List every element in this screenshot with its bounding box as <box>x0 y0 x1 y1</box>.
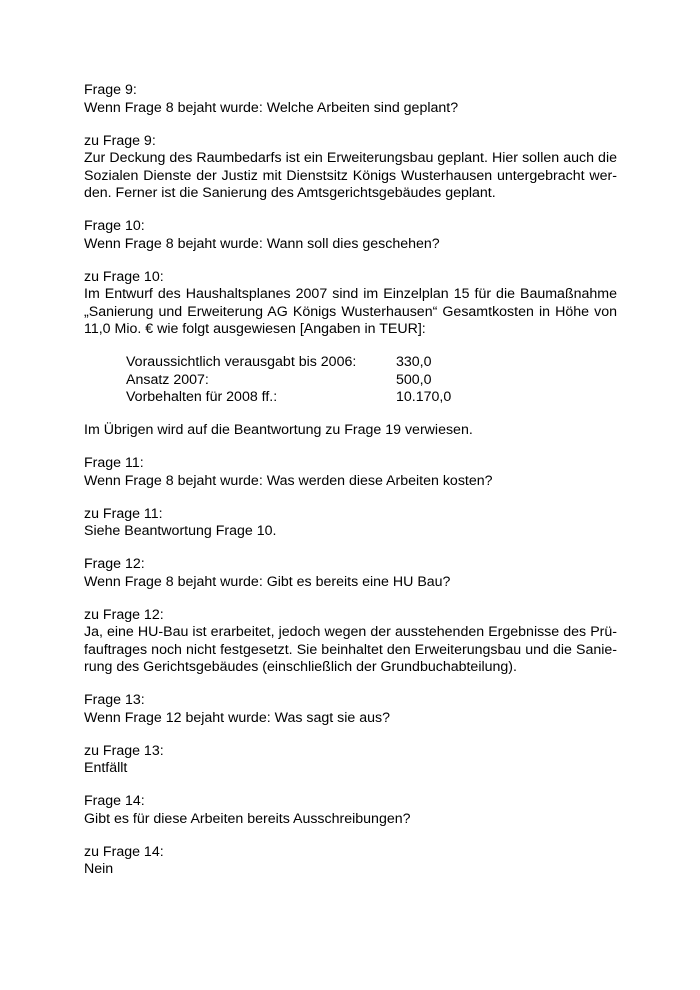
answer-text <box>84 624 617 677</box>
answer-block <box>84 133 617 203</box>
cost-value: 330,0 <box>396 354 432 370</box>
question-label: Frage 14: <box>84 793 145 809</box>
answer-text: Entfällt <box>84 760 128 776</box>
answer-label: zu Frage 11: <box>84 505 163 522</box>
answer-block <box>84 269 617 339</box>
question-text: Wenn Frage 8 bejaht wurde: Welche Arbeiten sind geplant? <box>84 99 459 116</box>
answer-line: „Sanierung und Erweiterung AG Königs Wusterhausen“ Gesamtkosten in Höhe von <box>84 303 617 320</box>
answer-line: rung des Gerichtsgebäudes (einschließlich der Grundbuchabteilung). <box>84 659 517 675</box>
question-block <box>84 692 617 727</box>
question-block <box>84 218 617 253</box>
question-label: Frage 10: <box>84 218 145 234</box>
question-block <box>84 455 617 490</box>
question-block <box>84 556 617 591</box>
cost-value: 10.170,0 <box>396 389 452 405</box>
answer-label: zu Frage 13: <box>84 742 164 759</box>
answer-label: zu Frage 14: <box>84 843 164 860</box>
answer-block <box>84 607 617 677</box>
answer-text: Nein <box>84 861 114 877</box>
answer-line: 11,0 Mio. € wie folgt ausgewiesen [Angaben in TEUR]: <box>84 321 426 337</box>
document-page <box>84 82 617 894</box>
answer-text <box>84 150 617 203</box>
question-label: Frage 12: <box>84 556 145 572</box>
answer-line: fauftrages noch nicht festgesetzt. Sie beinhaltet den Erweiterungsbau und die Sanie- <box>84 641 617 658</box>
question-text: Wenn Frage 8 bejaht wurde: Gibt es bereits eine HU Bau? <box>84 573 451 590</box>
answer-text <box>84 286 617 339</box>
answer-line: Zur Deckung des Raumbedarfs ist ein Erweiterungsbau geplant. Hier sollen auch die <box>84 150 617 166</box>
question-block <box>84 82 617 117</box>
answer-block <box>84 743 617 778</box>
cost-label: Ansatz 2007: <box>126 371 209 388</box>
question-label: Frage 11: <box>84 455 144 471</box>
question-label: Frage 9: <box>84 82 137 98</box>
answer-block <box>84 844 617 879</box>
cost-label: Vorbehalten für 2008 ff.: <box>126 389 278 405</box>
question-text: Wenn Frage 8 bejaht wurde: Wann soll dies geschehen? <box>84 235 440 252</box>
question-text: Gibt es für diese Arbeiten bereits Ausschreibungen? <box>84 810 411 827</box>
cost-value: 500,0 <box>396 371 432 388</box>
cost-table <box>126 354 617 407</box>
cost-row <box>126 389 617 407</box>
answer-line: Ja, eine HU-Bau ist erarbeitet, jedoch wegen der ausstehenden Ergebnisse des Prü- <box>84 624 617 640</box>
answer-label: zu Frage 12: <box>84 606 164 623</box>
answer-line: den. Ferner ist die Sanierung des Amtsgerichtsgebäudes geplant. <box>84 185 496 201</box>
question-text: Wenn Frage 8 bejaht wurde: Was werden diese Arbeiten kosten? <box>84 472 493 489</box>
question-text: Wenn Frage 12 bejaht wurde: Was sagt sie aus? <box>84 709 390 726</box>
answer-line: Sozialen Dienste der Justiz mit Dienstsitz Königs Wusterhausen untergebracht wer- <box>84 167 617 184</box>
answer-label: zu Frage 10: <box>84 268 164 285</box>
question-label: Frage 13: <box>84 692 145 708</box>
answer-text: Siehe Beantwortung Frage 10. <box>84 523 277 539</box>
cost-row <box>126 372 617 390</box>
reference-text: Im Übrigen wird auf die Beantwortung zu Frage 19 verwiesen. <box>84 422 473 438</box>
reference-note <box>84 422 617 440</box>
answer-label: zu Frage 9: <box>84 132 156 149</box>
cost-label: Voraussichtlich verausgabt bis 2006: <box>126 354 357 370</box>
question-block <box>84 793 617 828</box>
answer-line: Im Entwurf des Haushaltsplanes 2007 sind im Einzelplan 15 für die Baumaßnahme <box>84 286 617 302</box>
answer-block <box>84 506 617 541</box>
cost-row <box>126 354 617 372</box>
